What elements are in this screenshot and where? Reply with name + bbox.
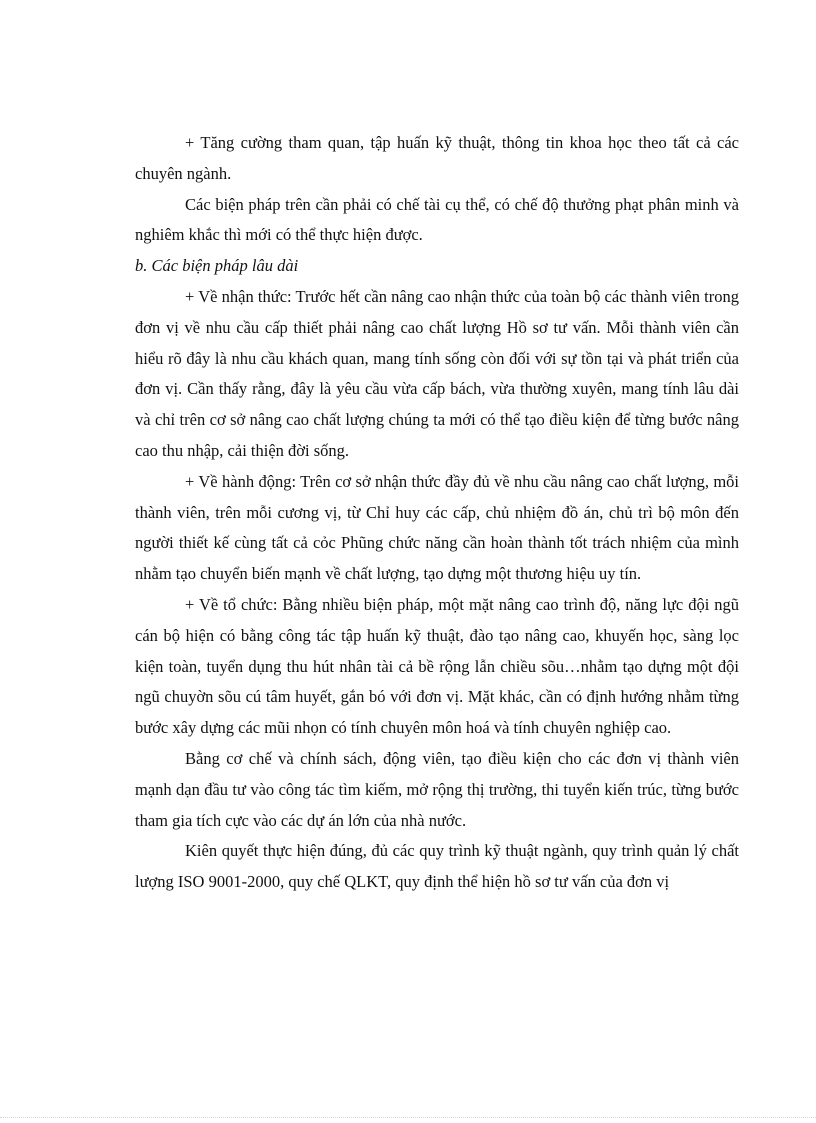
paragraph-compliance: Kiên quyết thực hiện đúng, đủ các quy trình kỹ thuật ngành, quy trình quản lý chất lượng ISO 9001-2000, quy chế QLKT, quy định thể hiện hồ sơ tư vấn của đơn vị <box>135 841 739 892</box>
paragraph-action: + Về hành động: Trên cơ sở nhận thức đầy đủ về nhu cầu nâng cao chất lượng, mỗi thành viên, trên mỗi cương vị, từ Chỉ huy các cấp, chủ nhiệm đồ án, chủ trì bộ môn đến người thiết kế cùng tất cả cỏc Phũng chức năng cần hoàn thành tốt trách nhiệm của mình nhằm tạo chuyển biến mạnh về chất lượng, tạo dựng một thương hiệu uy tín. <box>135 471 739 584</box>
paragraph-organization: + Về tổ chức: Bằng nhiều biện pháp, một mặt nâng cao trình độ, năng lực đội ngũ cán bộ hiện có bằng công tác tập huấn kỹ thuật, đào tạo nâng cao, khuyến học, sàng lọc kiện toàn, tuyển dụng thu hút nhân tài cả bề rộng lẫn chiều sõu…nhằm tạo dựng một đội ngũ chuyờn sõu cú tâm huyết, gắn bó với đơn vị. Mặt khác, cần có định hướng nhằm từng bước xây dựng các mũi nhọn có tính chuyên môn hoá và tính chuyên nghiệp cao. <box>135 594 739 738</box>
paragraph-training: + Tăng cường tham quan, tập huấn kỹ thuật, thông tin khoa học theo tất cả các chuyên ngành. <box>135 133 739 183</box>
paragraph-awareness: + Về nhận thức: Trước hết cần nâng cao nhận thức của toàn bộ các thành viên trong đơn vị về nhu cầu cấp thiết phải nâng cao chất lượng Hồ sơ tư vấn. Mỗi thành viên cần hiểu rõ đây là nhu cầu khách quan, mang tính sống còn đối với sự tồn tại và phát triển của đơn vị. Cần thấy rằng, đây là yêu cầu vừa cấp bách, vừa thường xuyên, mang tính lâu dài và chỉ trên cơ sở nâng cao chất lượng chúng ta mới có thể tạo điều kiện để từng bước nâng cao thu nhập, cải thiện đời sống. <box>135 286 739 460</box>
section-heading-long-term: b. Các biện pháp lâu dài <box>135 256 299 276</box>
page-bottom-divider <box>0 1117 816 1118</box>
paragraph-policy: Bằng cơ chế và chính sách, động viên, tạo điều kiện cho các đơn vị thành viên mạnh dạn đầu tư vào công tác tìm kiếm, mở rộng thị trường, thi tuyển kiến trúc, từng bước tham gia tích cực vào các dự án lớn của nhà nước. <box>135 748 739 830</box>
document-body <box>135 128 739 898</box>
paragraph-sanctions: Các biện pháp trên cần phải có chế tài cụ thể, có chế độ thưởng phạt phân minh và nghiêm khắc thì mới có thể thực hiện được. <box>135 194 739 245</box>
